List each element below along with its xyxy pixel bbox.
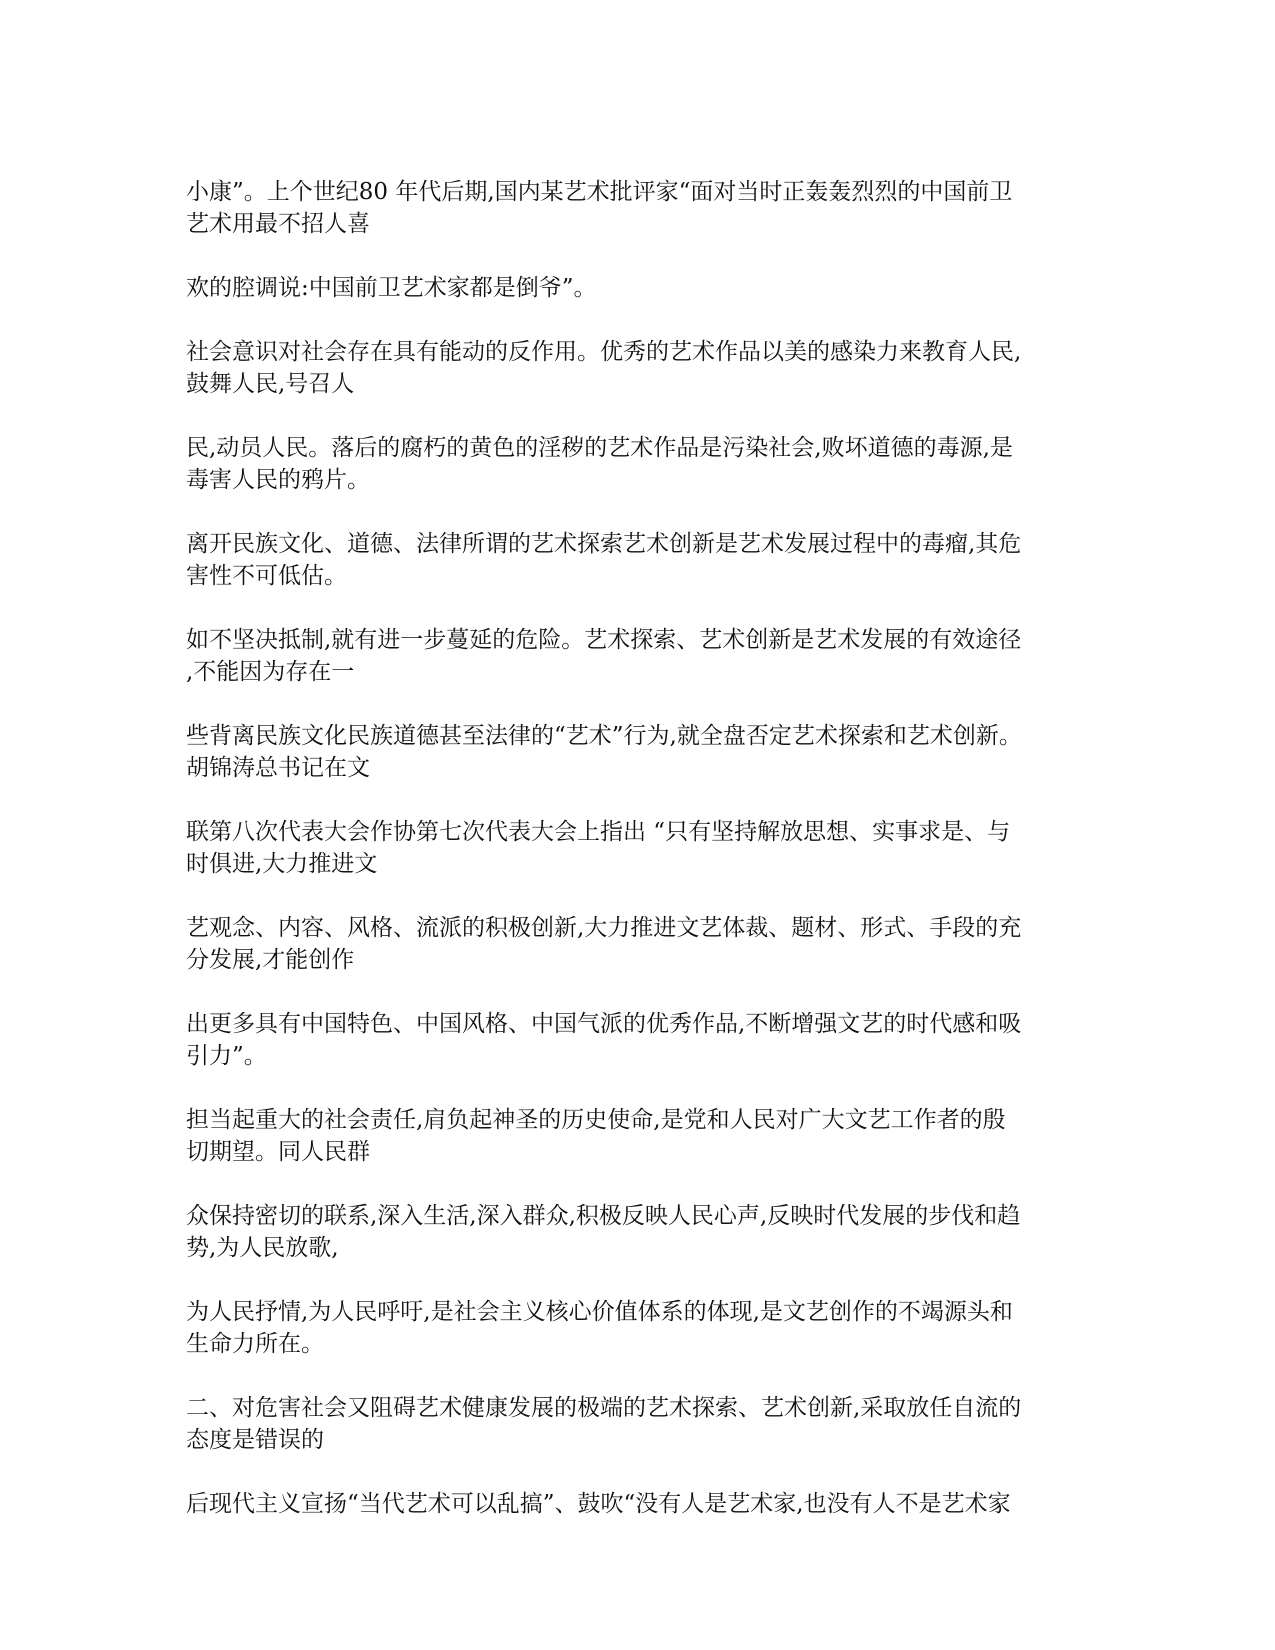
paragraph — [186, 912, 1096, 976]
paragraph — [186, 720, 1096, 784]
text-line: 二、对危害社会又阻碍艺术健康发展的极端的艺术探索、艺术创新,采取放任自流的 — [186, 1395, 1022, 1421]
text-line: 出更多具有中国特色、中国风格、中国气派的优秀作品,不断增强文艺的时代感和吸 — [186, 1011, 1022, 1037]
paragraph — [186, 272, 1096, 304]
text-line: 离开民族文化、道德、法律所谓的艺术探索艺术创新是艺术发展过程中的毒瘤,其危 — [186, 531, 1022, 557]
text-line: 联第八次代表大会作协第七次代表大会上指出 “只有坚持解放思想、实事求是、与 — [186, 819, 1011, 845]
text-line: 艺术用最不招人喜 — [186, 211, 370, 237]
paragraph — [186, 528, 1096, 592]
text-line: 态度是错误的 — [186, 1427, 324, 1453]
text-line: 害性不可低估。 — [186, 563, 347, 589]
text-line: 担当起重大的社会责任,肩负起神圣的历史使命,是党和人民对广大文艺工作者的殷 — [186, 1107, 1006, 1133]
paragraph — [186, 624, 1096, 688]
text-line: 分发展,才能创作 — [186, 947, 355, 973]
text-line: 后现代主义宣扬“当代艺术可以乱搞”、鼓吹“没有人是艺术家,也没有人不是艺术家 — [186, 1491, 1011, 1517]
text-line: 艺观念、内容、风格、流派的积极创新,大力推进文艺体裁、题材、形式、手段的充 — [186, 915, 1022, 941]
text-line: 社会意识对社会存在具有能动的反作用。优秀的艺术作品以美的感染力来教育人民, — [186, 339, 1022, 365]
paragraph — [186, 1104, 1096, 1168]
text-line: 生命力所在。 — [186, 1331, 324, 1357]
text-line: 胡锦涛总书记在文 — [186, 755, 370, 781]
text-line: 毒害人民的鸦片。 — [186, 467, 370, 493]
text-line: 欢的腔调说:中国前卫艺术家都是倒爷”。 — [186, 275, 597, 301]
text-line: 切期望。同人民群 — [186, 1139, 370, 1165]
paragraph — [186, 1008, 1096, 1072]
paragraph — [186, 816, 1096, 880]
paragraph — [186, 336, 1096, 400]
text-line: 势,为人民放歌, — [186, 1235, 339, 1261]
document-body — [186, 176, 1096, 1552]
paragraph — [186, 1200, 1096, 1264]
text-line: 如不坚决抵制,就有进一步蔓延的危险。艺术探索、艺术创新是艺术发展的有效途径 — [186, 627, 1022, 653]
text-line: 时俱进,大力推进文 — [186, 851, 378, 877]
text-line: 民,动员人民。落后的腐朽的黄色的淫秽的艺术作品是污染社会,败坏道德的毒源,是 — [186, 435, 1013, 461]
text-line: 引力”。 — [186, 1043, 267, 1069]
text-line: ,不能因为存在一 — [186, 659, 355, 685]
paragraph — [186, 176, 1096, 240]
section-heading-paragraph — [186, 1392, 1096, 1456]
text-line: 小康”。上个世纪80 年代后期,国内某艺术批评家“面对当时正轰轰烈烈的中国前卫 — [186, 179, 1013, 205]
paragraph — [186, 432, 1096, 496]
text-line: 鼓舞人民,号召人 — [186, 371, 355, 397]
text-line: 众保持密切的联系,深入生活,深入群众,积极反映人民心声,反映时代发展的步伐和趋 — [186, 1203, 1021, 1229]
paragraph — [186, 1296, 1096, 1360]
text-line: 些背离民族文化民族道德甚至法律的“艺术”行为,就全盘否定艺术探索和艺术创新。 — [186, 723, 1022, 749]
paragraph — [186, 1488, 1096, 1520]
text-line: 为人民抒情,为人民呼吁,是社会主义核心价值体系的体现,是文艺创作的不竭源头和 — [186, 1299, 1013, 1325]
